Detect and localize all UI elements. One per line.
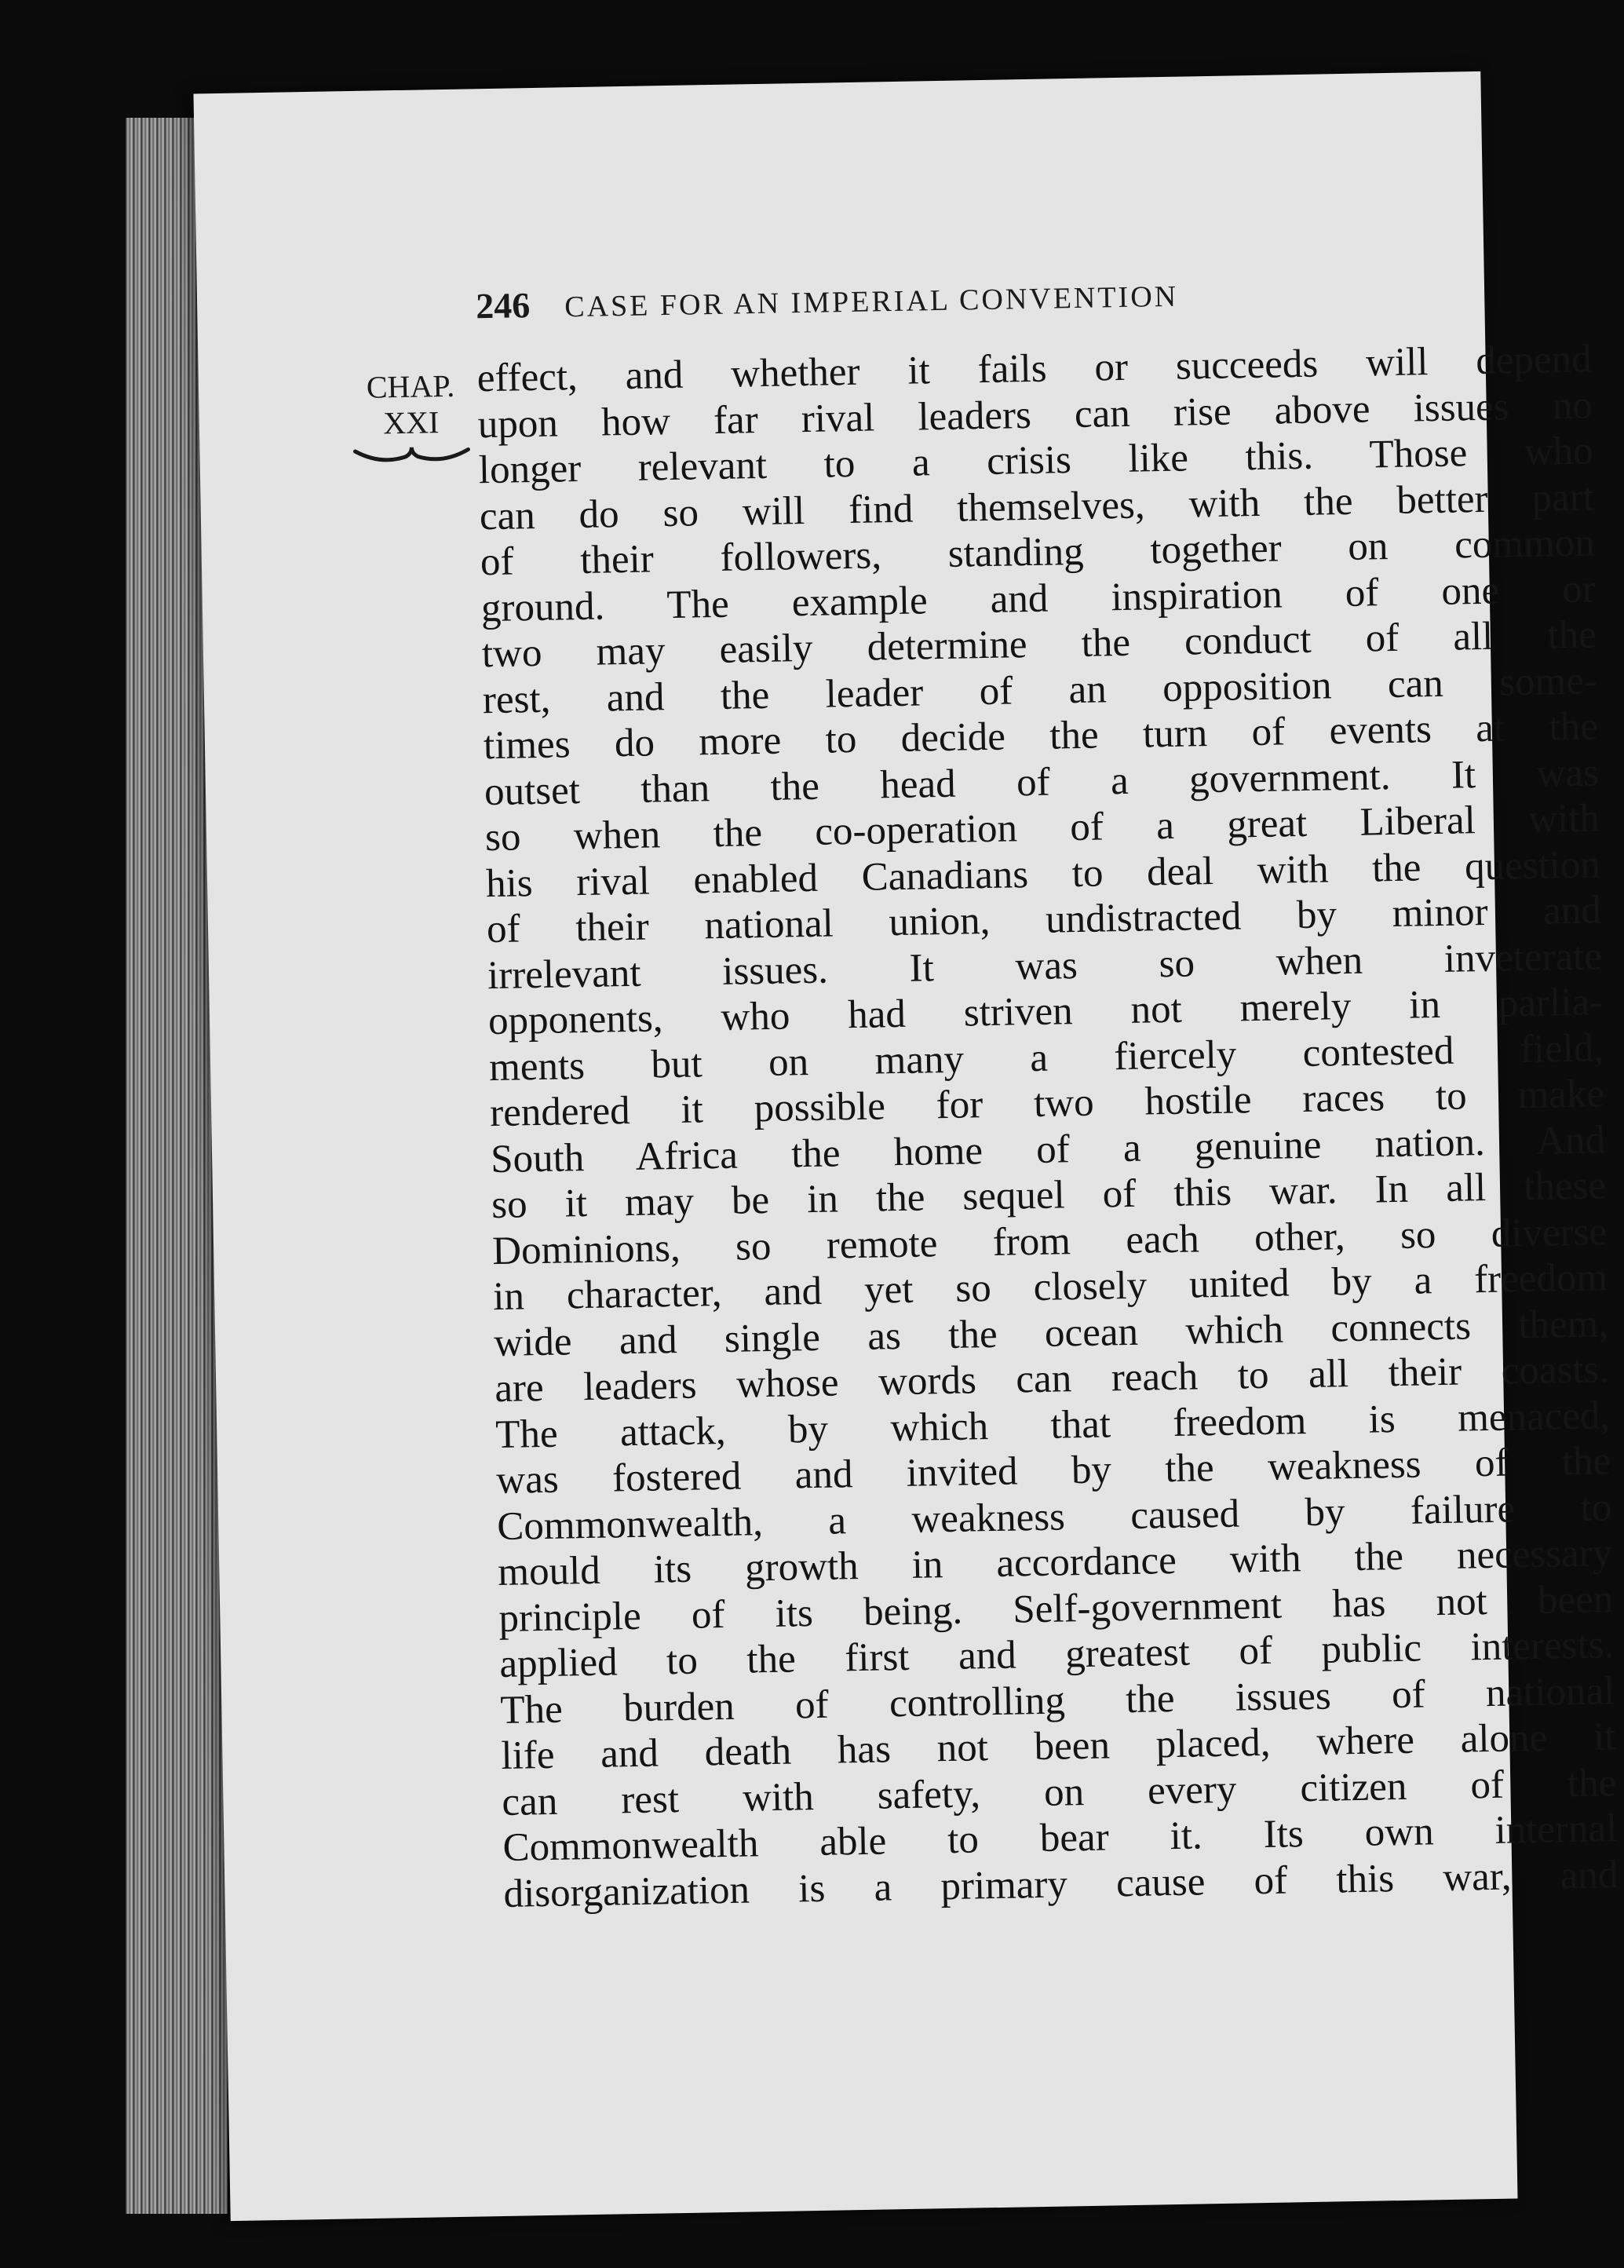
- text-line: longer relevant to a crisis like this. Those who: [478, 429, 1594, 493]
- text-line: South Africa the home of a genuine nation. And: [490, 1117, 1606, 1181]
- text-line: Commonwealth, a weakness caused by failure to: [496, 1485, 1612, 1549]
- text-line: so it may be in the sequel of this war. In all these: [491, 1163, 1607, 1228]
- text-line: life and death has not been placed, where alone it: [501, 1715, 1616, 1778]
- text-line: can rest with safety, on every citizen of the: [502, 1760, 1617, 1824]
- running-head: [476, 268, 1458, 327]
- text-line: times do more to decide the turn of events at the: [483, 704, 1599, 769]
- book-page: [193, 71, 1619, 2221]
- text-line: two may easily determine the conduct of all the: [481, 612, 1597, 677]
- text-line: wide and single as the ocean which connects them,: [493, 1301, 1609, 1365]
- text-line: Dominions, so remote from each other, so diverse: [491, 1209, 1608, 1273]
- text-line: applied to the first and greatest of public interests.: [498, 1623, 1615, 1687]
- text-line: in character, and yet so closely united by a freedom: [492, 1255, 1608, 1320]
- text-line: of their national union, undistracted by minor and: [486, 888, 1602, 952]
- text-line: of their followers, standing together on common: [480, 520, 1596, 585]
- text-line: are leaders whose words can reach to all their coasts.: [494, 1347, 1610, 1412]
- text-line: disorganization is a primary cause of this war, and: [503, 1852, 1619, 1916]
- brace-ornament-icon: [349, 443, 474, 469]
- text-line: can do so will find themselves, with the better part: [479, 474, 1595, 539]
- text-line: effect, and whether it fails or succeeds will depend: [476, 337, 1593, 401]
- text-line: The burden of controlling the issues of national: [499, 1668, 1615, 1733]
- running-title: CASE FOR AN IMPERIAL CONVENTION: [564, 279, 1179, 324]
- text-line: so when the co-operation of a great Liberal with: [484, 796, 1600, 860]
- text-line: mould its growth in accordance with the necessary: [497, 1531, 1613, 1595]
- text-line: irrelevant issues. It was so when inveterate: [487, 933, 1603, 998]
- chapter-label: CHAP.: [366, 367, 455, 405]
- text-line: ground. The example and inspiration of one or: [480, 566, 1597, 630]
- text-line: upon how far rival leaders can rise above issues no: [477, 382, 1593, 447]
- text-line: was fostered and invited by the weakness of the: [495, 1439, 1611, 1503]
- text-line: Commonwealth able to bear it. Its own internal: [502, 1806, 1618, 1870]
- text-line: opponents, who had striven not merely in parlia-: [487, 980, 1604, 1044]
- body-text: [476, 336, 1618, 1916]
- text-line: rest, and the leader of an opposition can some-: [482, 658, 1598, 722]
- text-line: ments but on many a fiercely contested field,: [488, 1025, 1604, 1090]
- text-line: outset than the head of a government. It was: [484, 750, 1600, 814]
- text-line: rendered it possible for two hostile races to make: [489, 1072, 1605, 1136]
- text-line: his rival enabled Canadians to deal with the question: [485, 842, 1601, 906]
- chapter-marker: [348, 367, 475, 469]
- page-number: 246: [475, 285, 531, 327]
- chapter-number: XXI: [382, 404, 440, 441]
- text-line: principle of its being. Self-government has not been: [498, 1576, 1614, 1641]
- text-line: The attack, by which that freedom is menaced,: [494, 1393, 1611, 1457]
